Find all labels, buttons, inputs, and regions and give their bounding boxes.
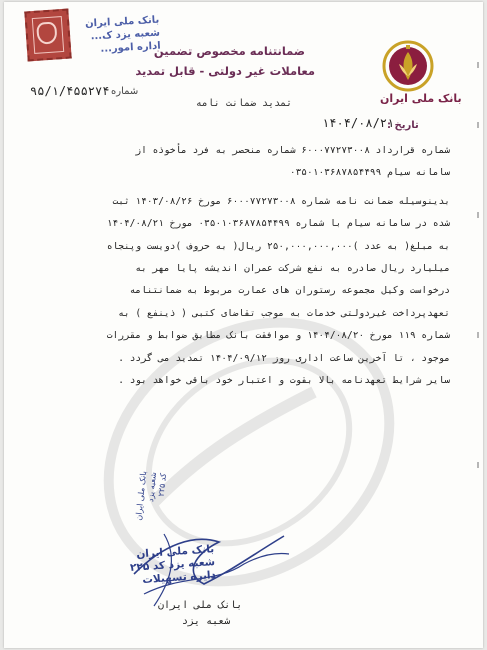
stamp-line: بانک ملی ایران: [135, 543, 215, 561]
body-line: بدینوسیله ضمانت نامه شماره ۶۰۰۰۷۷۲۷۳۰۰۸ مورخ ۱۴۰۳/۰۸/۲۶ ثبت: [112, 195, 450, 207]
vertical-bank-stamp: [134, 471, 169, 524]
body-line: شده در سامانه سیام با شماره ۰۳۵۰۱۰۳۶۸۷۸۵۴۴۹۹ مورخ ۱۴۰۴/۰۸/۲۱: [106, 218, 450, 230]
stamp-line: شعبه یزد کد ۲۲۵: [129, 556, 216, 574]
edge-mark: [477, 212, 479, 218]
document-subtitle: معاملات غیر دولتی - قابل تمدید: [135, 64, 315, 78]
revenue-stamp: [24, 9, 71, 62]
signature-bank-name: بانک ملی ایران: [158, 600, 243, 611]
bank-name: بانک ملی ایران: [380, 92, 462, 105]
stamp-line: بانک ملی ایران: [134, 470, 149, 521]
body-line: شماره قرارداد ۶۰۰۰۷۷۲۷۳۰۰۸ شماره منحصر به فرد مأخوذه از: [135, 145, 450, 156]
stamp-line: بانک ملی ایران: [84, 14, 160, 30]
subject-line: تمدید ضمانت نامه: [195, 98, 293, 109]
body-line: درخواست وکیل مجموعه رستوران های عمارت مربوط به ضمانتنامه: [129, 285, 450, 297]
stamp-line: اداره امور...: [100, 40, 161, 55]
branch-stamp: [129, 543, 217, 588]
body-line: سایر شرایط تعهدنامه بالا بقوت و اعتبار خود باقی خواهد بود .: [118, 374, 450, 386]
edge-mark: [477, 62, 479, 68]
edge-mark: [477, 332, 479, 338]
stamp-line: کد ۲۲۵: [156, 472, 169, 497]
signature-branch: شعبه یزد: [182, 616, 231, 627]
number-label: شماره: [111, 86, 139, 97]
edge-mark: [477, 122, 479, 128]
stamp-line: دایره تسهیلات: [141, 569, 217, 587]
date-label: تاریخ :: [387, 120, 419, 131]
edge-mark: [477, 462, 479, 468]
bank-stamp-top: [69, 14, 161, 58]
number-value: ۹۵/۱/۴۵۵۲۷۴: [30, 84, 110, 98]
document-page: [4, 2, 483, 648]
body-line: سامانه سیام ۰۳۵۰۱۰۳۶۸۷۸۵۴۴۹۹: [289, 167, 450, 179]
body-line: شماره ۱۱۹ مورخ ۱۴۰۴/۰۸/۲۰ و موافقت بانک مطابق ضوابط و مقررات: [106, 330, 450, 342]
stamp-line: شعبه یزد: [146, 471, 159, 503]
body-line: موجود ، تا آخرین ساعت اداری روز ۱۴۰۴/۰۹/۱۲ تمدید می گردد .: [118, 352, 450, 364]
document-body: [28, 140, 450, 392]
date-value: ۱۴۰۴/۰۸/۲۱: [322, 116, 395, 130]
body-line: تعهدپرداخت غیردولتی خدمات به موجب تقاضای کتبی ( ذینفع ) به: [118, 307, 450, 319]
body-line: به مبلغ( به عدد )۲۵۰,۰۰۰,۰۰۰,۰۰۰ ریال( به حروف )دویست وپنجاه: [106, 240, 450, 252]
bank-melli-logo-icon: [382, 40, 434, 92]
stamp-line: شعبه یزد ک...: [90, 27, 161, 43]
body-line: میلیارد ریال صادره به نفع شرکت عمران اندیشه پایا مهر به: [135, 262, 450, 274]
document-title: ضمانتنامه مخصوص تضمین: [153, 44, 305, 58]
